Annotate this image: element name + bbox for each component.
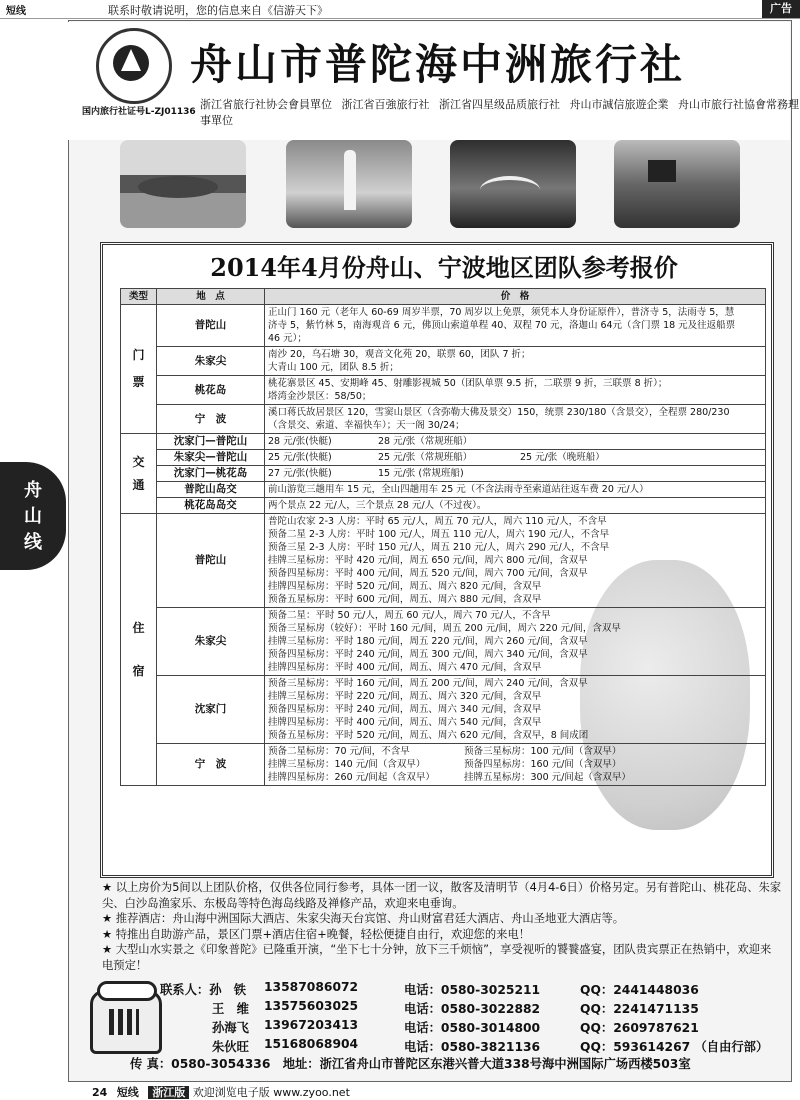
magazine-logo: 短线 (6, 6, 26, 17)
table-row (121, 608, 766, 676)
price-cell: 28 元/张(快艇) 28 元/张（常规班船） (265, 434, 766, 450)
location-cell: 普陀山岛交 (157, 482, 265, 498)
price-cell: 两个景点 22 元/人，三个景点 28 元/人（不过夜）。 (265, 498, 766, 514)
note-item: ★ 特推出自助游产品，景区门票+酒店住宿+晚餐，轻松便捷自由行，欢迎您的来电！ (102, 927, 531, 941)
location-cell: 沈家门—桃花岛 (157, 466, 265, 482)
footer-brand: 短线 (116, 1086, 139, 1099)
location-cell: 沈家门—普陀山 (157, 434, 265, 450)
table-row (121, 376, 766, 405)
category-tickets: 门 票 (121, 305, 157, 434)
page-footer (92, 1084, 350, 1100)
price-cell: 27 元/张(快艇) 15 元/张 (常规班船) (265, 466, 766, 482)
contact-row: 王 维 13575603025 电话：0580-3022882 QQ：2241471135 (212, 999, 699, 1016)
table-row (121, 466, 766, 482)
island-photo (120, 140, 246, 228)
location-cell: 朱家尖 (157, 347, 265, 376)
table-row (121, 450, 766, 466)
contact-row: 孙海飞 13967203413 电话：0580-3014800 QQ：2609787621 (212, 1018, 699, 1035)
location-cell: 桃花岛岛交 (157, 498, 265, 514)
price-cell: 南沙 20，乌石塘 30，观音文化苑 20，联票 60，团队 7 折； 大青山 100 元，团队 8.5 折； (265, 347, 766, 376)
category-transport: 交 通 (121, 434, 157, 514)
table-header (121, 289, 766, 305)
table-row (121, 744, 766, 786)
edition-badge: 浙江版 (148, 1086, 189, 1099)
route-side-tab (0, 462, 66, 570)
location-cell: 宁 波 (157, 405, 265, 434)
table-row (121, 305, 766, 347)
photo-strip (120, 140, 740, 228)
table-row (121, 405, 766, 434)
bridge-photo (450, 140, 576, 228)
agency-name: 舟山市普陀海中洲旅行社 (190, 40, 686, 89)
page-number: 24 (92, 1086, 108, 1099)
note-item: ★ 推荐酒店：舟山海中洲国际大酒店、朱家尖海天台宾馆、舟山财富君廷大酒店、舟山圣地亚大酒店等。 (102, 912, 625, 925)
note-item: ★ 大型山水实景之《印象普陀》已隆重开演，“坐下七十分钟，放下三千烦恼”，享受视听的饕餮盛宴，团队贵宾票正在热销中，欢迎来电预定！ (102, 943, 772, 972)
table-row (121, 498, 766, 514)
location-cell: 沈家门 (157, 676, 265, 744)
col-location: 地 点 (157, 289, 265, 305)
ad-label: 广告 (762, 0, 800, 18)
table-row (121, 514, 766, 608)
price-cell: 预备三星标房：平时 160 元/间，周五 200 元/间，周六 240 元/间，含双早 挂牌三星标房：平时 220 元/间，周五、周六 320 元/间，含双早 预备四星标房：平时 240 元/间，周五、周六 340 元/间，含双早 挂牌四星标房：平时 400 元/间，周五、周六 540 元/间，含双早 预备五星标房：平时 520 元/间，周五、周六 620 元/间，含双早，8 间成团 (265, 676, 766, 744)
location-cell: 普陀山 (157, 514, 265, 608)
table-row (121, 482, 766, 498)
price-cell: 正山门 160 元（老年人 60-69 周岁半票，70 周岁以上免票，须凭本人身份证原件），普济寺 5，法雨寺 5，慧 济寺 5，紫竹林 5，南海观音 6 元，佛顶山索道单程 40、双程 70 元，洛迦山 64元（含门票 18 元及往返船票 46 元）； (265, 305, 766, 347)
category-lodging: 住 宿 (121, 514, 157, 786)
source-notice: 联系时敬请说明，您的信息来自《信游天下》 (108, 4, 328, 17)
location-cell: 普陀山 (157, 305, 265, 347)
price-cell: 预备二星：平时 50 元/人，周五 60 元/人，周六 70 元/人，不含早 预备三星标房（较好）：平时 160 元/间，周五 200 元/间，周六 220 元/间，含双早 挂牌三星标房：平时 180 元/间，周五 220 元/间，周六 260 元/间，含双早 预备四星标房：平时 240 元/间，周五 300 元/间，周六 340 元/间，含双早 挂牌四星标房：平时 400 元/间，周五、周六 470 元/间，含双早 (265, 608, 766, 676)
memberships: 浙江省旅行社协会會員單位 浙江省百強旅行社 浙江省四星级品质旅行社 舟山市誠信旅遊企業 舟山市旅行社協會常務理事單位 (200, 98, 799, 127)
col-type: 类型 (121, 289, 157, 305)
price-table (120, 288, 766, 786)
website-link[interactable]: 欢迎浏览电子版 www.zyoo.net (192, 1086, 350, 1099)
license-number: 国内旅行社证号L-ZJ01136 (82, 107, 196, 117)
guanyin-statue-photo (286, 140, 412, 228)
price-cell: 前山游览三趟用车 15 元，全山四趟用车 25 元（不含法雨寺至索道站往返车费 20 元/人） (265, 482, 766, 498)
telephone-icon (90, 990, 162, 1054)
table-row (121, 434, 766, 450)
fax-address: 传 真：0580-3054336 地址：浙江省舟山市普陀区东港兴普大道338号海中洲国际广场西楼503室 (130, 1057, 691, 1071)
location-cell: 桃花岛 (157, 376, 265, 405)
price-cell: 25 元/张(快艇) 25 元/张（常规班船） 25 元/张（晚班船） (265, 450, 766, 466)
location-cell: 朱家尖 (157, 608, 265, 676)
agency-logo-icon (96, 28, 172, 104)
price-cell: 桃花寨景区 45、安期峰 45、射雕影视城 50（团队单票 9.5 折，二联票 9 折，三联票 8 折）； 塔湾金沙景区：58/50； (265, 376, 766, 405)
location-cell: 宁 波 (157, 744, 265, 786)
note-item: ★ 以上房价为5间以上团队价格，仅供各位同行参考，具体一团一议，散客及清明节（4月4-6日）价格另定。另有普陀山、桃花岛、朱家尖、白沙岛渔家乐、东极岛等特色海岛线路及禅修产品，欢迎来电垂询。 (102, 881, 782, 910)
price-cell: 预备二星标房：70 元/间，不含早 预备三星标房：100 元/间（含双早） 挂牌三星标房：140 元/间（含双早） 预备四星标房：160 元/间（含双早） 挂牌四星标房：260 元/间起（含双早） 挂牌五星标房：300 元/间起（含双早） (265, 744, 766, 786)
contact-row: 朱伙旺 15168068904 电话：0580-3821136 QQ：593614267 （自由行部） (212, 1037, 769, 1054)
location-cell: 朱家尖—普陀山 (157, 450, 265, 466)
contact-row: 联系人：孙 铁 13587086072 电话：0580-3025211 QQ：2441448036 (160, 980, 699, 997)
route-side-label: 舟 山 线 (24, 480, 42, 553)
notes-section (102, 880, 782, 973)
price-cell: 普陀山农家 2-3 人房：平时 65 元/人，周五 70 元/人，周六 110 元/人，不含早 预备二星 2-3 人房：平时 100 元/人，周五 110 元/人，周六 190 元/人，不含早 预备三星 2-3 人房：平时 150 元/人，周五 210 元/人，周六 290 元/人，不含早 挂牌三星标房：平时 420 元/间，周五 650 元/间，周六 800 元/间，含双早 预备四星标房：平时 400 元/间，周五 520 元/间，周六 700 元/间，含双早 挂牌四星标房：平时 520 元/间，周五、周六 820 元/间，含双早 预备五星标房：平时 600 元/间，周五、周六 880 元/间，含双早 (265, 514, 766, 608)
table-row (121, 347, 766, 376)
pavilion-photo (614, 140, 740, 228)
table-row (121, 676, 766, 744)
top-bar (0, 0, 800, 19)
price-title: 2014年4月份舟山、宁波地区团队参考报价 (210, 253, 678, 282)
price-cell: 溪口蒋氏故居景区 120，雪窦山景区（含弥勒大佛及景交）150，统票 230/180（含景交），全程票 280/230 （含景交、索道、幸福快车）；天一阁 30/24； (265, 405, 766, 434)
col-price: 价 格 (265, 289, 766, 305)
